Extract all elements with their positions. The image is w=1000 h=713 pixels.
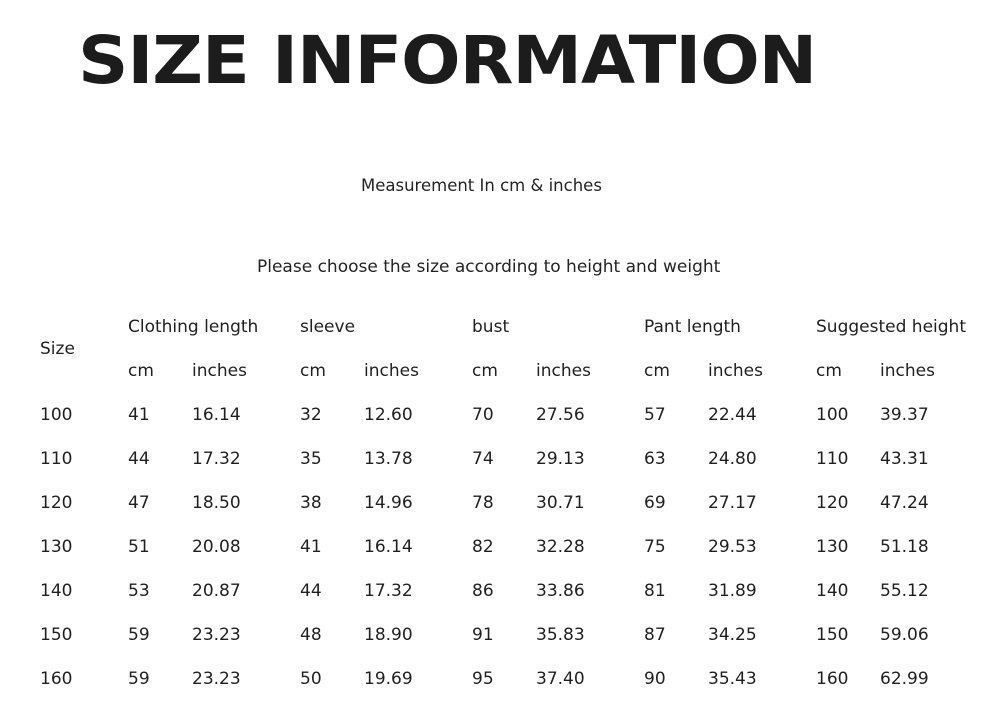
unit-sleeve-inches: inches: [364, 361, 419, 381]
row-bust-inches: 29.13: [536, 449, 585, 469]
row-size: 140: [40, 581, 73, 601]
row-clothing-cm: 41: [128, 405, 150, 425]
table-row: [40, 525, 988, 569]
group-pant-length: Pant length: [644, 317, 741, 337]
row-pant-inches: 22.44: [708, 405, 757, 425]
row-height-cm: 110: [816, 449, 849, 469]
row-clothing-inches: 23.23: [192, 669, 241, 689]
row-sleeve-inches: 14.96: [364, 493, 413, 513]
row-bust-inches: 32.28: [536, 537, 585, 557]
row-height-inches: 47.24: [880, 493, 929, 513]
row-pant-inches: 34.25: [708, 625, 757, 645]
unit-height-cm: cm: [816, 361, 842, 381]
row-clothing-inches: 20.87: [192, 581, 241, 601]
row-clothing-inches: 16.14: [192, 405, 241, 425]
row-pant-inches: 31.89: [708, 581, 757, 601]
group-header-row: [40, 305, 988, 349]
row-height-cm: 130: [816, 537, 849, 557]
row-bust-inches: 33.86: [536, 581, 585, 601]
row-pant-cm: 81: [644, 581, 666, 601]
row-bust-cm: 95: [472, 669, 494, 689]
table-row: [40, 613, 988, 657]
row-clothing-inches: 23.23: [192, 625, 241, 645]
row-bust-inches: 30.71: [536, 493, 585, 513]
row-height-cm: 150: [816, 625, 849, 645]
row-pant-inches: 27.17: [708, 493, 757, 513]
row-size: 110: [40, 449, 73, 469]
row-bust-cm: 82: [472, 537, 494, 557]
row-sleeve-inches: 18.90: [364, 625, 413, 645]
unit-pant-cm: cm: [644, 361, 670, 381]
row-size: 130: [40, 537, 73, 557]
row-clothing-inches: 18.50: [192, 493, 241, 513]
row-sleeve-inches: 19.69: [364, 669, 413, 689]
row-clothing-cm: 44: [128, 449, 150, 469]
header-size: Size: [40, 339, 75, 359]
row-pant-inches: 29.53: [708, 537, 757, 557]
row-pant-cm: 75: [644, 537, 666, 557]
group-sleeve: sleeve: [300, 317, 356, 337]
row-height-cm: 100: [816, 405, 849, 425]
group-suggested-height: Suggested height: [816, 317, 966, 337]
row-sleeve-inches: 17.32: [364, 581, 413, 601]
row-height-cm: 140: [816, 581, 849, 601]
size-choice-note: Please choose the size according to height and weight: [257, 257, 721, 277]
table-row: [40, 393, 988, 437]
row-bust-cm: 70: [472, 405, 494, 425]
row-bust-cm: 91: [472, 625, 494, 645]
row-bust-inches: 37.40: [536, 669, 585, 689]
row-sleeve-cm: 41: [300, 537, 322, 557]
row-bust-inches: 35.83: [536, 625, 585, 645]
row-size: 160: [40, 669, 73, 689]
table-row: [40, 481, 988, 525]
row-height-inches: 59.06: [880, 625, 929, 645]
row-clothing-cm: 59: [128, 625, 150, 645]
row-bust-cm: 78: [472, 493, 494, 513]
unit-clothing-inches: inches: [192, 361, 247, 381]
size-table-container: [40, 305, 970, 701]
unit-pant-inches: inches: [708, 361, 763, 381]
row-sleeve-cm: 50: [300, 669, 322, 689]
row-pant-cm: 69: [644, 493, 666, 513]
row-pant-cm: 90: [644, 669, 666, 689]
row-sleeve-inches: 16.14: [364, 537, 413, 557]
row-height-inches: 55.12: [880, 581, 929, 601]
unit-clothing-cm: cm: [128, 361, 154, 381]
table-row: [40, 437, 988, 481]
row-clothing-cm: 47: [128, 493, 150, 513]
row-sleeve-inches: 13.78: [364, 449, 413, 469]
row-bust-cm: 74: [472, 449, 494, 469]
row-sleeve-cm: 48: [300, 625, 322, 645]
row-clothing-inches: 17.32: [192, 449, 241, 469]
row-sleeve-cm: 44: [300, 581, 322, 601]
row-clothing-inches: 20.08: [192, 537, 241, 557]
unit-header-row: [40, 349, 988, 393]
row-sleeve-inches: 12.60: [364, 405, 413, 425]
unit-height-inches: inches: [880, 361, 935, 381]
row-height-inches: 43.31: [880, 449, 929, 469]
group-clothing-length: Clothing length: [128, 317, 259, 337]
row-pant-cm: 57: [644, 405, 666, 425]
row-sleeve-cm: 32: [300, 405, 322, 425]
row-bust-cm: 86: [472, 581, 494, 601]
row-sleeve-cm: 38: [300, 493, 322, 513]
unit-bust-cm: cm: [472, 361, 498, 381]
group-bust: bust: [472, 317, 510, 337]
row-height-cm: 160: [816, 669, 849, 689]
measurement-note: Measurement In cm & inches: [361, 176, 602, 195]
row-size: 100: [40, 405, 73, 425]
row-clothing-cm: 51: [128, 537, 150, 557]
row-clothing-cm: 59: [128, 669, 150, 689]
row-pant-inches: 35.43: [708, 669, 757, 689]
size-table: [40, 305, 988, 701]
row-size: 120: [40, 493, 73, 513]
row-clothing-cm: 53: [128, 581, 150, 601]
row-height-inches: 51.18: [880, 537, 929, 557]
row-height-cm: 120: [816, 493, 849, 513]
table-row: [40, 569, 988, 613]
table-row: [40, 657, 988, 701]
row-size: 150: [40, 625, 73, 645]
row-pant-cm: 87: [644, 625, 666, 645]
unit-sleeve-cm: cm: [300, 361, 326, 381]
row-bust-inches: 27.56: [536, 405, 585, 425]
unit-bust-inches: inches: [536, 361, 591, 381]
row-sleeve-cm: 35: [300, 449, 322, 469]
row-height-inches: 39.37: [880, 405, 929, 425]
page-title: SIZE INFORMATION: [78, 22, 817, 99]
row-height-inches: 62.99: [880, 669, 929, 689]
row-pant-cm: 63: [644, 449, 666, 469]
row-pant-inches: 24.80: [708, 449, 757, 469]
